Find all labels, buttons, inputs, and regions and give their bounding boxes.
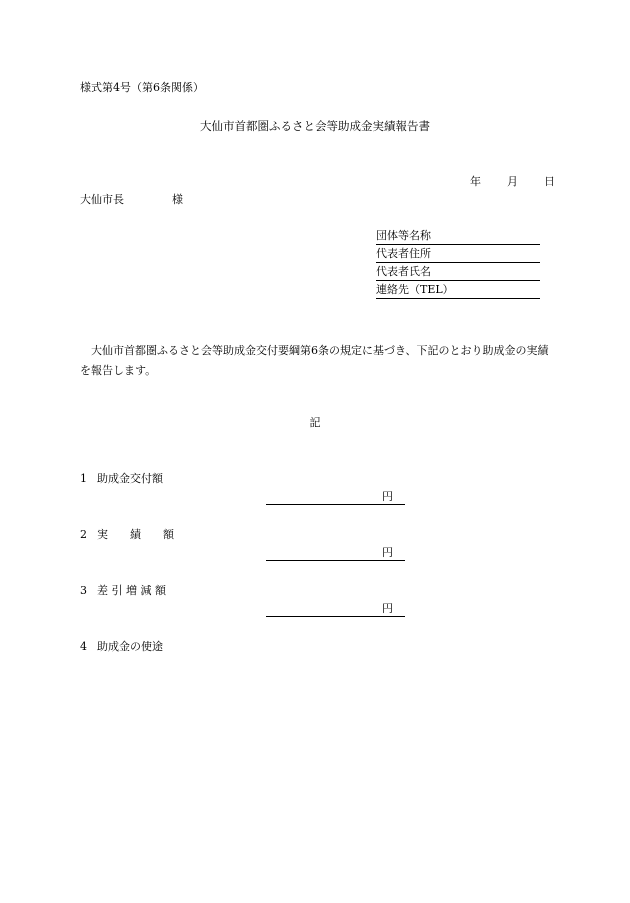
date-month-label: 月 <box>507 175 518 188</box>
date-line <box>470 176 555 187</box>
body-text: 大仙市首都圏ふるさと会等助成金交付要綱第6条の規定に基づき、下記のとおり助成金の実績を報告します。 <box>80 344 549 377</box>
representative-address-field[interactable] <box>376 248 540 263</box>
addressee-honorific: 様 <box>172 193 183 206</box>
item-number: 2 <box>80 528 87 541</box>
item-actual-amount <box>80 529 174 540</box>
item-label: 差 引 増 減 額 <box>97 584 166 597</box>
actual-amount-field[interactable] <box>266 547 405 561</box>
ki-heading: 記 <box>309 416 321 429</box>
addressee-name: 大仙市長 <box>80 193 124 206</box>
item-grant-amount <box>80 473 163 484</box>
item-label: 助成金交付額 <box>97 472 163 485</box>
organization-name-field[interactable] <box>376 230 540 245</box>
date-day-label: 日 <box>544 175 555 188</box>
contact-tel-label: 連絡先（TEL） <box>376 283 454 296</box>
addressee <box>80 194 183 205</box>
yen-unit: 円 <box>382 546 393 559</box>
item-label: 実 績 額 <box>97 528 174 541</box>
organization-name-label: 団体等名称 <box>376 229 431 242</box>
difference-amount-field[interactable] <box>266 603 405 617</box>
item-number: 4 <box>80 640 87 653</box>
yen-unit: 円 <box>382 602 393 615</box>
date-year-label: 年 <box>470 175 481 188</box>
yen-unit: 円 <box>382 490 393 503</box>
item-label: 助成金の使途 <box>97 640 163 653</box>
item-number: 3 <box>80 584 87 597</box>
item-difference-amount <box>80 585 166 596</box>
representative-address-label: 代表者住所 <box>376 247 431 260</box>
form-number: 様式第4号（第6条関係） <box>80 81 204 94</box>
item-grant-usage <box>80 641 163 652</box>
representative-name-label: 代表者氏名 <box>376 265 431 278</box>
document-title: 大仙市首都圏ふるさと会等助成金実績報告書 <box>200 119 430 133</box>
item-number: 1 <box>80 472 87 485</box>
grant-amount-field[interactable] <box>266 491 405 505</box>
representative-name-field[interactable] <box>376 266 540 281</box>
contact-tel-field[interactable] <box>376 284 540 299</box>
